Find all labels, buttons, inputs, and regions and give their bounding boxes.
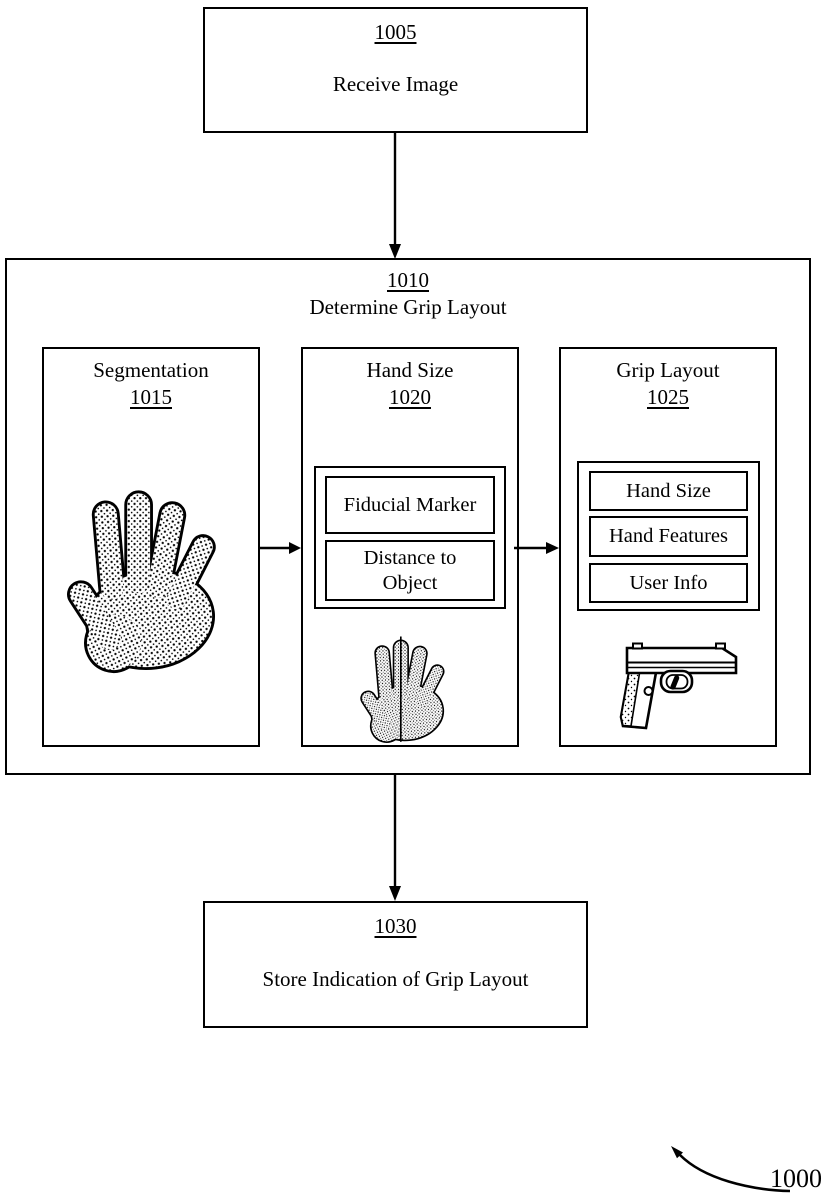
factor-fiducial-marker	[325, 476, 495, 534]
subnode-title: Grip Layout	[616, 358, 720, 382]
factor-label: Distance to Object	[363, 546, 457, 594]
hand-size-factors-group	[314, 466, 506, 609]
arrow-1010-to-1030	[384, 775, 406, 902]
subnode-ref: 1015	[130, 385, 172, 410]
subnode-grip-layout	[559, 347, 777, 747]
arrow-1015-to-1020	[260, 537, 302, 559]
node-store-indication	[203, 901, 588, 1028]
input-label: Hand Features	[609, 525, 728, 547]
handgun-icon	[615, 641, 743, 735]
subnode-ref: 1025	[647, 385, 689, 410]
subnode-hand-size	[301, 347, 519, 747]
node-title: Store Indication of Grip Layout	[262, 967, 529, 992]
subnode-title: Segmentation	[93, 358, 209, 382]
figure-label: 1000	[770, 1164, 822, 1193]
input-hand-features	[589, 516, 748, 557]
input-label: Hand Size	[626, 479, 711, 502]
hand-measure-icon	[355, 630, 455, 746]
subnode-ref: 1020	[389, 385, 431, 410]
node-receive-image	[203, 7, 588, 133]
arrow-1020-to-1025	[514, 537, 560, 559]
factor-distance-to-object	[325, 540, 495, 601]
factor-label: Fiducial Marker	[343, 493, 477, 516]
node-ref: 1005	[374, 20, 417, 44]
node-ref: 1010	[387, 268, 429, 292]
grip-layout-inputs-group	[577, 461, 760, 611]
node-determine-grip-layout	[5, 258, 811, 775]
hand-silhouette-icon	[60, 470, 232, 682]
node-title: Determine Grip Layout	[309, 295, 507, 320]
input-hand-size	[589, 471, 748, 511]
input-label: User Info	[629, 571, 708, 594]
subnode-title: Hand Size	[366, 358, 454, 382]
node-title: Receive Image	[332, 72, 459, 97]
input-user-info	[589, 563, 748, 603]
subnode-segmentation	[42, 347, 260, 747]
node-ref: 1030	[374, 914, 417, 938]
arrow-1005-to-1010	[384, 133, 406, 259]
